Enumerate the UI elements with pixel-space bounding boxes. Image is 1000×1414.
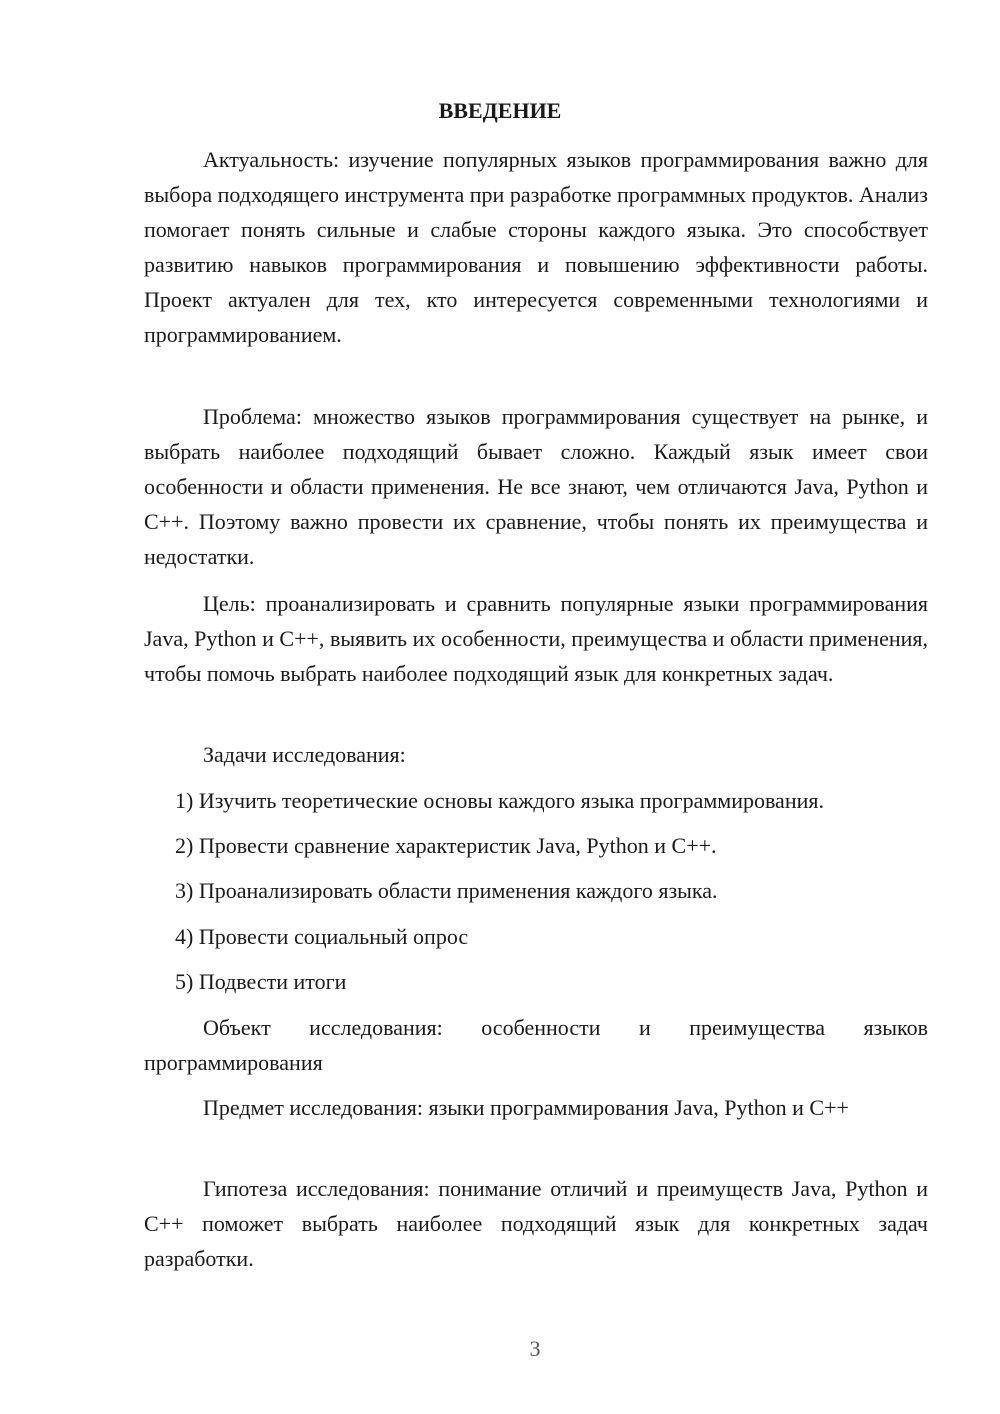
task-item: 2) Провести сравнение характеристик Java, Python и C++.: [175, 833, 717, 858]
page-title: ВВЕДЕНИЕ: [438, 98, 562, 123]
tasks-heading: Задачи исследования:: [203, 742, 406, 767]
subject-paragraph: Предмет исследования: языки программирования Java, Python и C++: [203, 1095, 849, 1120]
task-item: 1) Изучить теоретические основы каждого языка программирования.: [175, 788, 824, 813]
problem-paragraph: Проблема: множество языков программирования существует на рынке, и выбрать наиболее подходящий бывает сложно. Каждый язык имеет свои особенности и области применения. Не все знают, чем отличаются Java, Python и C++. Поэтому важно провести их сравнение, чтобы понять их преимущества и недостатки.: [144, 404, 928, 569]
goal-paragraph: Цель: проанализировать и сравнить популярные языки программирования Java, Python и C++, выявить их особенности, преимущества и области применения, чтобы помочь выбрать наиболее подходящий язык для конкретных задач.: [144, 591, 928, 686]
task-item: 5) Подвести итоги: [175, 969, 347, 994]
relevance-paragraph: Актуальность: изучение популярных языков программирования важно для выбора подходящего инструмента при разработке программных продуктов. Анализ помогает понять сильные и слабые стороны каждого языка. Это способствует развитию навыков программирования и повышению эффективности работы. Проект актуален для тех, кто интересуется современными технологиями и программированием.: [144, 147, 928, 347]
hypothesis-paragraph: Гипотеза исследования: понимание отличий и преимуществ Java, Python и C++ поможет выбрать наиболее подходящий язык для конкретных задач разработки.: [144, 1176, 928, 1271]
object-paragraph: Объект исследования: особенности и преимущества языков программирования: [144, 1015, 928, 1075]
task-item: 3) Проанализировать области применения каждого языка.: [175, 878, 718, 903]
page-number: 3: [529, 1336, 541, 1361]
task-item: 4) Провести социальный опрос: [175, 924, 469, 949]
